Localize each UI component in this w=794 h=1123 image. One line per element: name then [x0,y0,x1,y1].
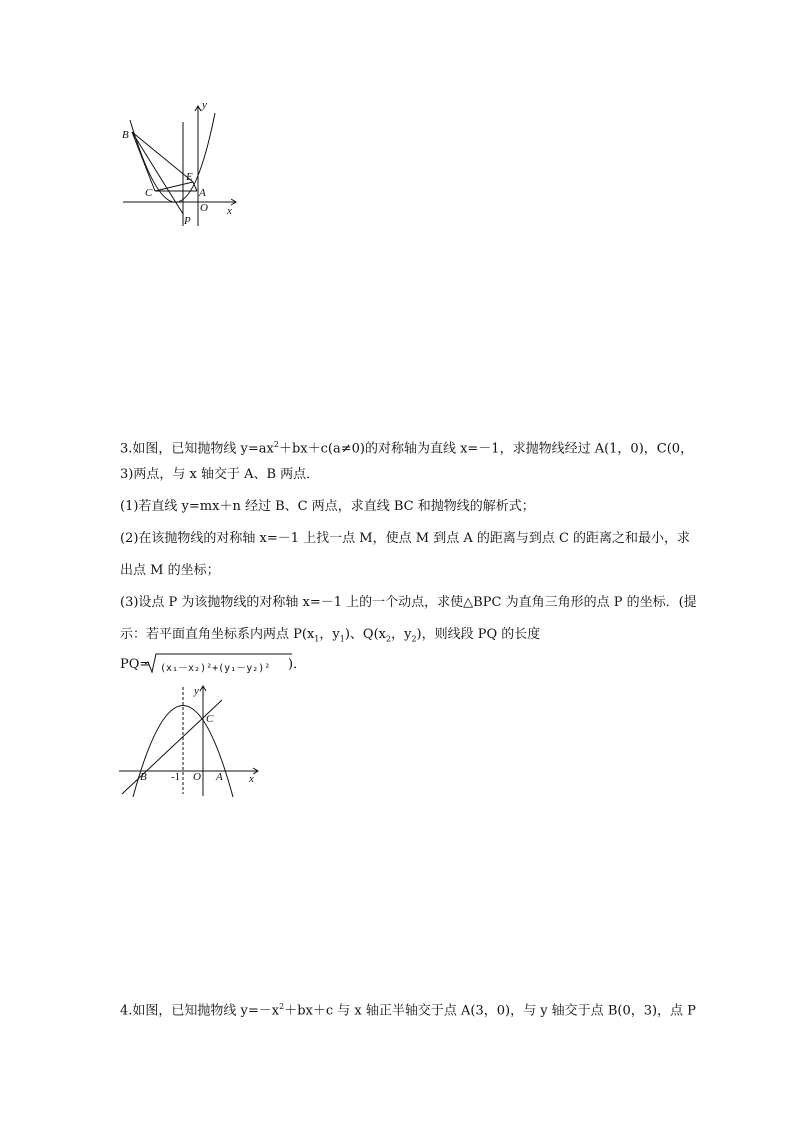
figure-2-parabola-diagram [116,682,266,800]
q3-line-5: 出点 M 的坐标； [120,563,220,578]
figure-2-label-y: y [194,685,199,697]
q3-line-8-end: )． [288,657,307,672]
figure-1-segment-CE [155,182,193,191]
figure-1-label-P: P [184,215,191,227]
q4-line-1: 4.如图，已知抛物线 $y=-x^2+bx+c$ 与 x 轴正半轴交于点 A(3，0)，与 y 轴交于点 B(0，3)，点 P [120,1002,696,1019]
distance-formula-radicand: (x₁－x₂)²+(y₁－y₂)² [160,663,271,674]
q3-line-6: (3)设点 P 为该抛物线的对称轴 x=－1 上的一个动点，求使△BPC 为直角三角形的点 P 的坐标．(提 [120,595,697,610]
figure-1-parabola-diagram [118,98,243,230]
figure-1-label-E: E [186,171,193,183]
figure-2-label-O: O [193,771,201,783]
q3-line-1: 3.如图，已知抛物线 $y=ax^2+bx+c(a\ne 0)$的对称轴为直线 x=－1，求抛物线经过 A(1，0)，C(0， [120,440,694,457]
q3-line-7: 示：若平面直角坐标系内两点 $P(x_1$，$y_1$)、$Q(x_2$，$y_2$)，则线段 PQ 的长度 [120,627,541,644]
figure-1-label-x: x [227,205,232,217]
figure-2-label-A: A [216,771,223,783]
figure-2-label-C: C [206,713,214,725]
figure-2-label-neg1: -1 [171,771,181,783]
figure-1-label-A: A [199,187,206,199]
figure-2-label-B: B [140,771,147,783]
q3-line-2: 3)两点，与 x 轴交于 A、B 两点． [120,467,320,482]
figure-1-label-y: y [202,99,207,111]
q3-line-3: (1)若直线 y=mx＋n 经过 B、C 两点，求直线 BC 和抛物线的解析式； [120,499,535,514]
q3-line-4: (2)在该抛物线的对称轴 x=－1 上找一点 M，使点 M 到点 A 的距离与到点 C 的距离之和最小，求 [120,531,691,546]
figure-1-label-O: O [200,202,208,214]
q3-line-8-label: PQ= [120,657,151,672]
figure-2-label-x: x [249,773,254,785]
figure-1-label-B: B [122,129,129,141]
figure-1-segment-BE [132,132,193,182]
figure-1-label-C: C [145,187,153,199]
